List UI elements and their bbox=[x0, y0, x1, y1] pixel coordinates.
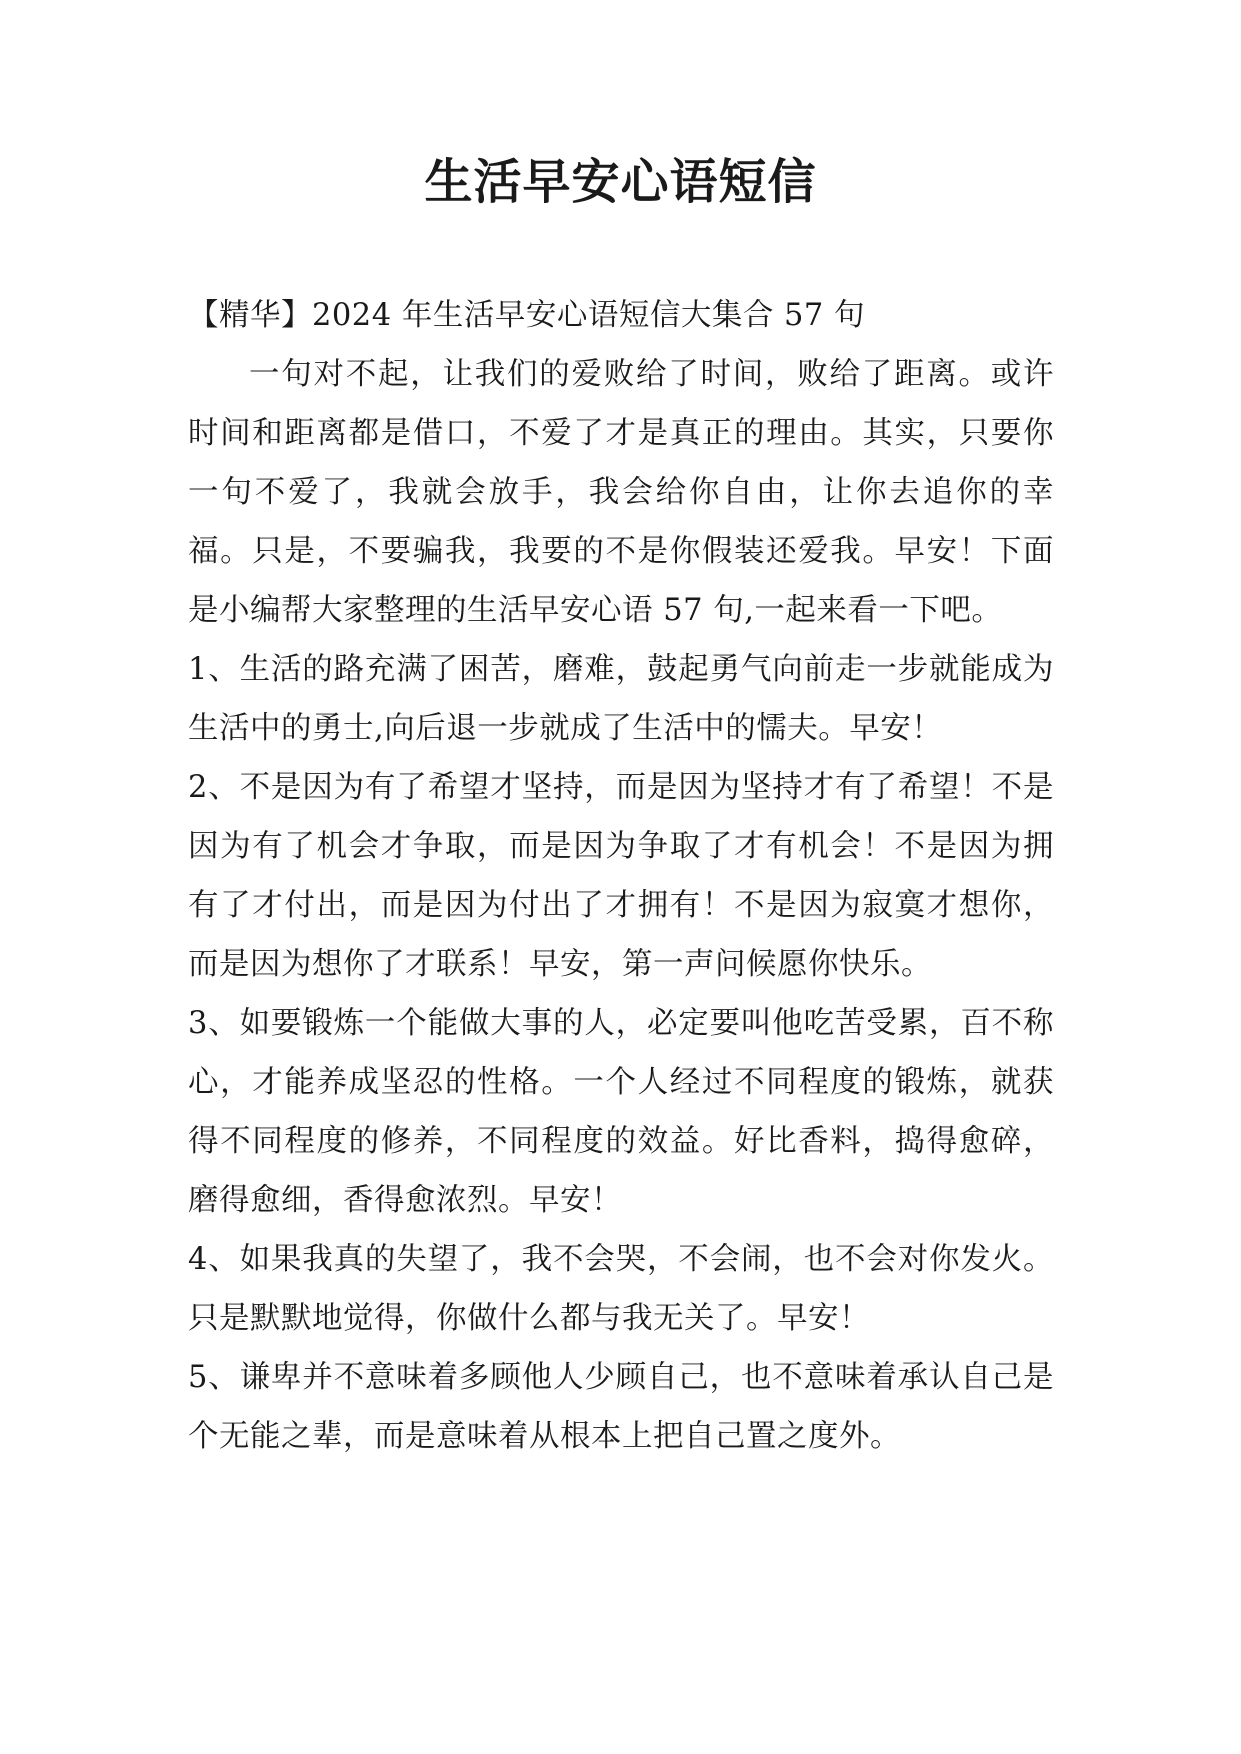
intro-paragraph: 一句对不起，让我们的爱败给了时间，败给了距离。或许时间和距离都是借口，不爱了才是真正的理由。其实，只要你一句不爱了，我就会放手，我会给你自由，让你去追你的幸福。只是，不要骗我，我要的不是你假装还爱我。早安！下面是小编帮大家整理的生活早安心语 57 句,一起来看一下吧。 bbox=[188, 357, 1054, 628]
document-subtitle: 【精华】2024 年生活早安心语短信大集合 57 句 bbox=[188, 298, 866, 333]
document-body bbox=[188, 286, 1054, 1466]
list-item: 3、如要锻炼一个能做大事的人，必定要叫他吃苦受累，百不称心，才能养成坚忍的性格。一个人经过不同程度的锻炼，就获得不同程度的修养，不同程度的效益。好比香料，捣得愈碎，磨得愈细，香得愈浓烈。早安！ bbox=[188, 1006, 1054, 1218]
document-title: 生活早安心语短信 bbox=[424, 154, 817, 210]
list-item: 1、生活的路充满了困苦，磨难，鼓起勇气向前走一步就能成为生活中的勇士,向后退一步就成了生活中的懦夫。早安！ bbox=[188, 652, 1054, 746]
list-item: 2、不是因为有了希望才坚持，而是因为坚持才有了希望！不是因为有了机会才争取，而是因为争取了才有机会！不是因为拥有了才付出，而是因为付出了才拥有！不是因为寂寞才想你，而是因为想你了才联系！早安，第一声问候愿你快乐。 bbox=[188, 770, 1054, 982]
list-item: 4、如果我真的失望了，我不会哭，不会闹，也不会对你发火。只是默默地觉得，你做什么都与我无关了。早安！ bbox=[188, 1242, 1054, 1336]
list-item: 5、谦卑并不意味着多顾他人少顾自己，也不意味着承认自己是个无能之辈，而是意味着从根本上把自己置之度外。 bbox=[188, 1360, 1054, 1454]
